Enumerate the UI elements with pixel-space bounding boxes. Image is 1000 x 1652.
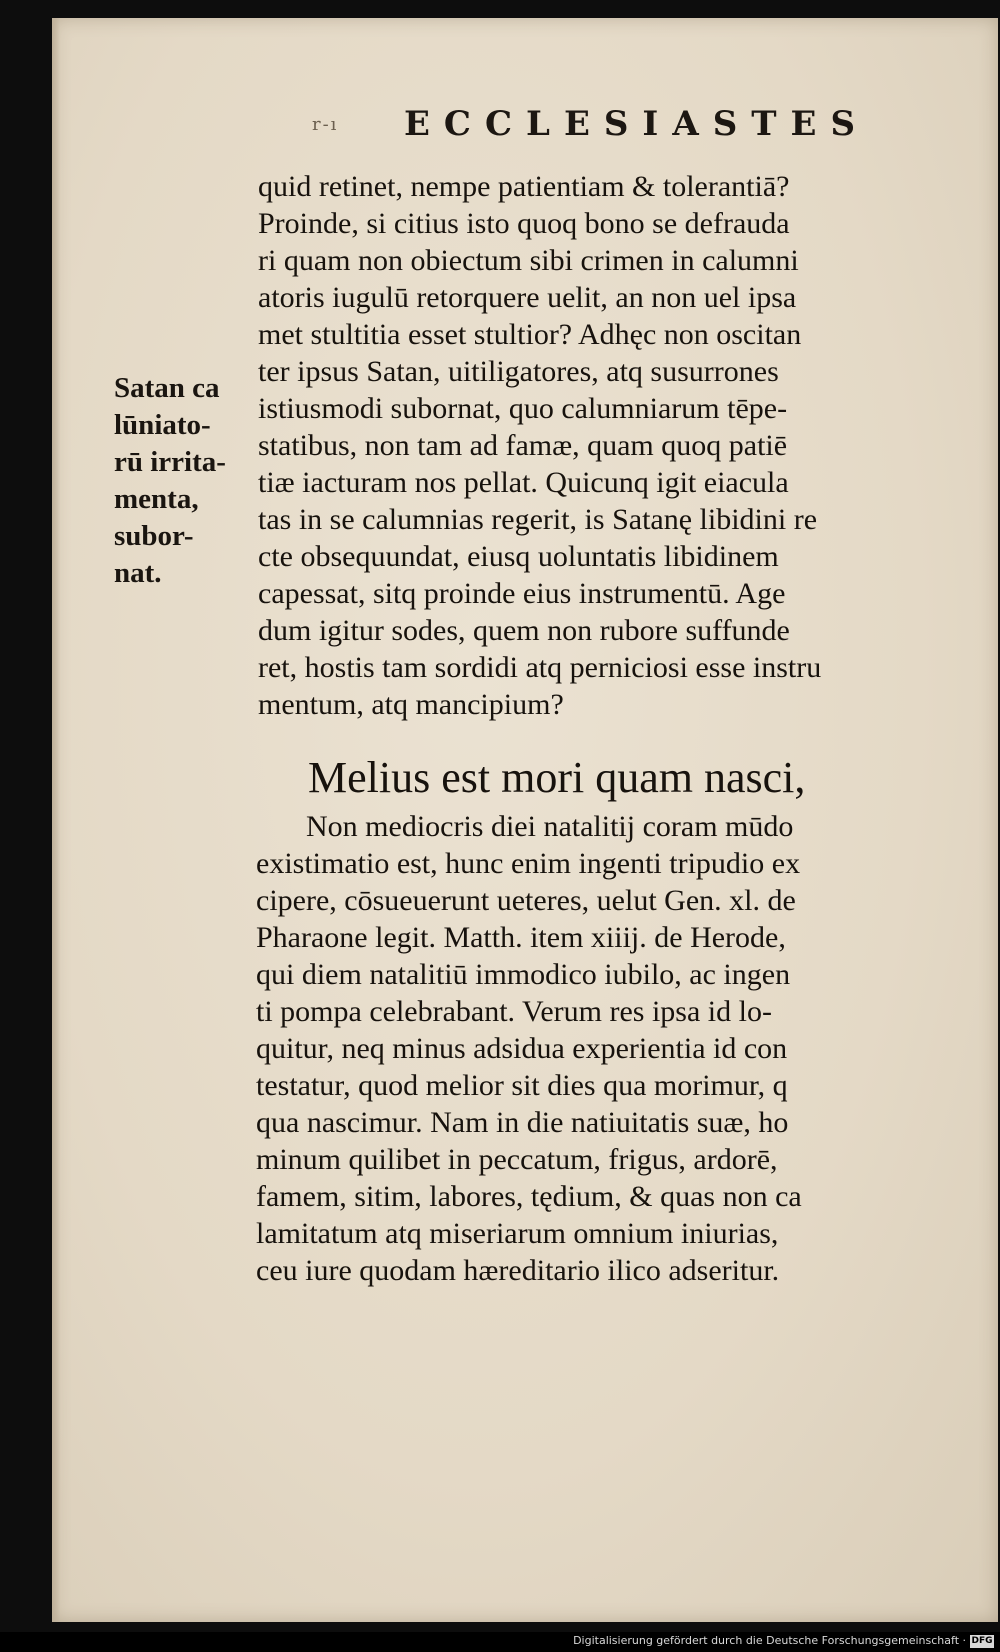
text-line: cipere, cōsueuerunt ueteres, uelut Gen. xl. de — [256, 884, 796, 917]
folio-mark: r-ı — [312, 114, 339, 135]
text-line: ceu iure quodam hæreditario ilico adseritur. — [256, 1254, 780, 1287]
text-line: Pharaone legit. Matth. item xiiij. de Herode, — [256, 921, 786, 954]
funding-credit: Digitalisierung gefördert durch die Deutsche Forschungsgemeinschaft · — [573, 1634, 966, 1647]
section-heading: Melius est mori quam nasci, — [308, 753, 806, 802]
text-line: minum quilibet in peccatum, frigus, ardorē, — [256, 1143, 778, 1176]
marginal-note-line: menta, — [114, 483, 199, 515]
footer-bar — [0, 1632, 1000, 1652]
text-line: tas in se calumnias regerit, is Satanę libidini re — [258, 503, 818, 536]
running-head: ECCLESIASTES — [404, 104, 870, 144]
text-line: dum igitur sodes, quem non rubore suffunde — [258, 614, 790, 647]
marginal-note-line: subor- — [114, 520, 194, 552]
dfg-logo-icon: DFG — [971, 1636, 993, 1646]
text-line: Non mediocris diei natalitij coram mūdo — [306, 810, 794, 843]
text-line: istiusmodi subornat, quo calumniarum tēpe- — [258, 392, 788, 425]
text-line: famem, sitim, labores, tędium, & quas non ca — [256, 1180, 802, 1213]
text-line: lamitatum atq miseriarum omnium iniurias, — [256, 1217, 779, 1250]
text-line: ret, hostis tam sordidi atq perniciosi esse instru — [258, 651, 822, 684]
text-line: atoris iugulū retorquere uelit, an non uel ipsa — [258, 281, 797, 314]
section-body-text — [256, 808, 956, 1289]
text-line: met stultitia esset stultior? Adhęc non oscitan — [258, 318, 802, 351]
marginal-note-line: lūniato- — [114, 409, 211, 441]
marginal-note — [114, 370, 254, 592]
text-line: tiæ iacturam nos pellat. Quicunq igit eiacula — [258, 466, 789, 499]
text-line: ti pompa celebrabant. Verum res ipsa id lo- — [256, 995, 772, 1028]
text-line: mentum, atq mancipium? — [258, 688, 564, 721]
text-line: quitur, neq minus adsidua experientia id con — [256, 1032, 788, 1065]
page-gutter-shadow — [52, 18, 60, 1622]
marginal-note-line: nat. — [114, 557, 162, 589]
text-line: qui diem natalitiū immodico iubilo, ac ingen — [256, 958, 791, 991]
text-line: testatur, quod melior sit dies qua morimur, q — [256, 1069, 788, 1102]
body-text — [258, 168, 948, 723]
marginal-note-line: Satan ca — [114, 372, 220, 404]
text-line: ri quam non obiectum sibi crimen in calumni — [258, 244, 799, 277]
page-header — [0, 98, 1000, 148]
text-line: capessat, sitq proinde eius instrumentū. Age — [258, 577, 786, 610]
text-line: quid retinet, nempe patientiam & tolerantiā? — [258, 170, 790, 203]
text-line: ter ipsus Satan, uitiligatores, atq susurrones — [258, 355, 779, 388]
text-line: Proinde, si citius isto quoq bono se defrauda — [258, 207, 790, 240]
text-line: statibus, non tam ad famæ, quam quoq patiē — [258, 429, 788, 462]
text-line: cte obsequundat, eiusq uoluntatis libidinem — [258, 540, 779, 573]
marginal-note-line: rū irrita- — [114, 446, 226, 478]
text-line: existimatio est, hunc enim ingenti tripudio ex — [256, 847, 801, 880]
text-line: qua nascimur. Nam in die natiuitatis suæ, ho — [256, 1106, 789, 1139]
